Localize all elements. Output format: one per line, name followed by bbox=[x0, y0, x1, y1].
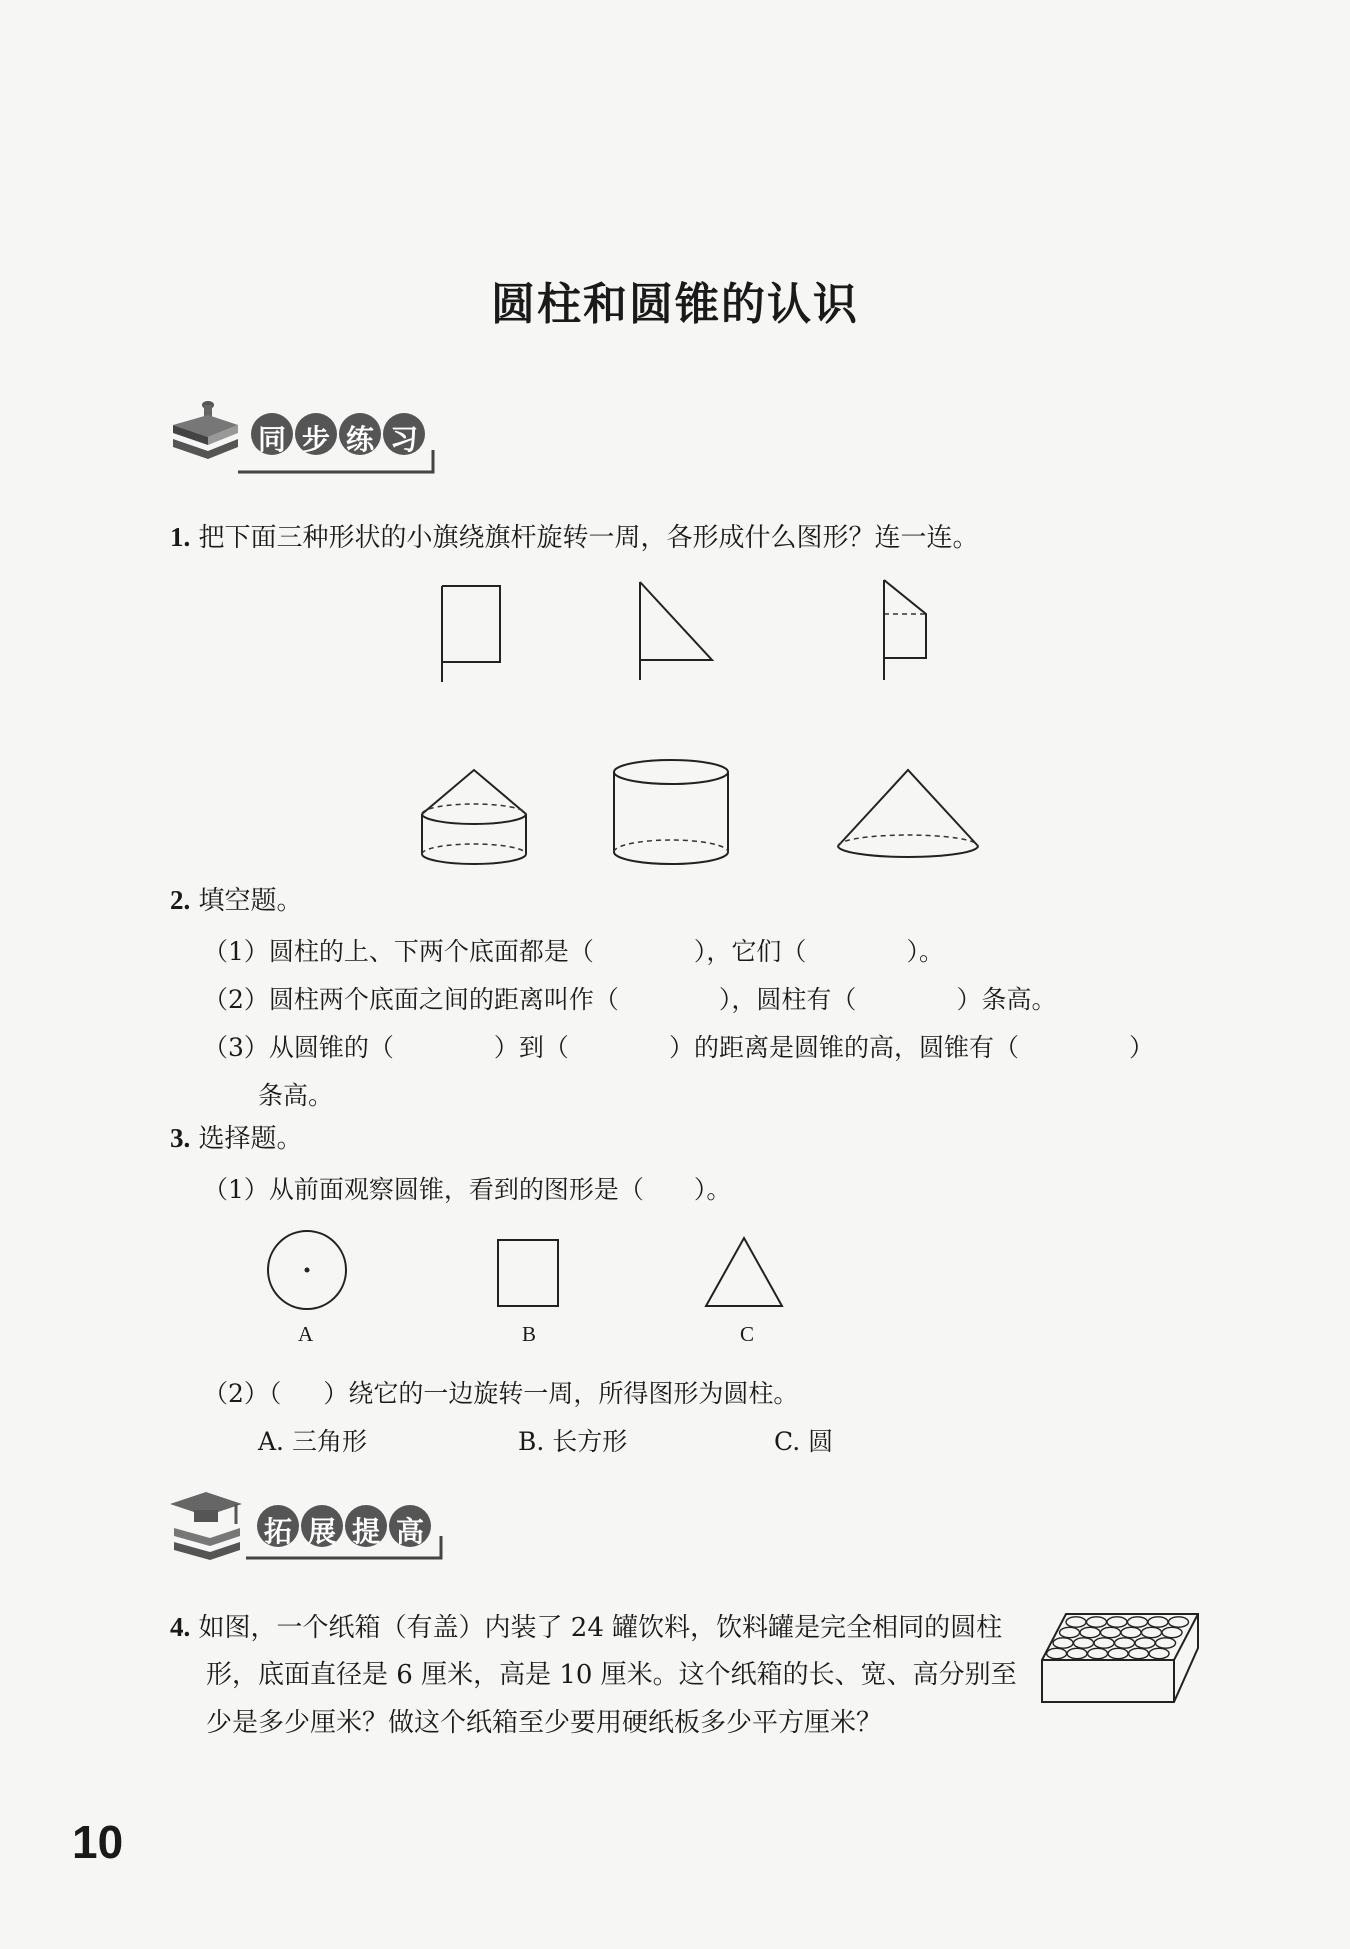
fill-blank-3-continued: 条高。 bbox=[258, 1081, 334, 1110]
question-2 bbox=[170, 885, 303, 916]
question-text-line: 如图，一个纸箱（有盖）内装了 24 罐饮料，饮料罐是完全相同的圆柱 bbox=[198, 1613, 1003, 1643]
item-text: ），它们（ bbox=[693, 937, 807, 966]
page-number: 10 bbox=[72, 1816, 124, 1868]
can-top bbox=[1060, 1627, 1080, 1637]
item-label: （1） bbox=[203, 1175, 269, 1204]
can-top bbox=[1135, 1638, 1155, 1648]
item-text: 从前面观察圆锥，看到的图形是（ bbox=[268, 1175, 644, 1204]
banner-char: 步 bbox=[301, 423, 330, 456]
can-top bbox=[1094, 1638, 1114, 1648]
flag-rectangle-figure bbox=[430, 580, 510, 690]
item-text: （ bbox=[268, 1379, 282, 1408]
question-text-line: 少是多少厘米？做这个纸箱至少要用硬纸板多少平方厘米？ bbox=[206, 1708, 883, 1738]
triangle-figure bbox=[700, 1234, 790, 1314]
can-top bbox=[1115, 1638, 1135, 1648]
square-figure bbox=[492, 1236, 572, 1316]
can-top bbox=[1107, 1617, 1127, 1627]
question-3 bbox=[170, 1123, 303, 1154]
can-top bbox=[1067, 1648, 1087, 1658]
item-text: 圆柱两个底面之间的距离叫作（ bbox=[268, 985, 619, 1014]
question-text-line: 形，底面直径是 6 厘米，高是 10 厘米。这个纸箱的长、宽、高分别至 bbox=[206, 1660, 1017, 1690]
option-c[interactable]: C. 圆 bbox=[774, 1427, 834, 1456]
can-top bbox=[1169, 1617, 1189, 1627]
can-top bbox=[1047, 1648, 1067, 1658]
item-text: ）到（ bbox=[493, 1033, 569, 1062]
can-top bbox=[1148, 1617, 1168, 1627]
item-text: ）的距离是圆锥的高，圆锥有（ bbox=[668, 1033, 1019, 1062]
can-tops bbox=[1047, 1617, 1189, 1659]
graduation-cap-icon bbox=[166, 1486, 246, 1566]
banner-char: 展 bbox=[307, 1515, 336, 1548]
cone-solid bbox=[832, 766, 992, 876]
item-text: ）条高。 bbox=[956, 985, 1057, 1014]
circle-with-center-figure bbox=[262, 1230, 352, 1320]
can-top bbox=[1142, 1627, 1162, 1637]
can-top bbox=[1087, 1617, 1107, 1627]
choice-question-1 bbox=[203, 1170, 731, 1206]
item-label: （2） bbox=[203, 985, 269, 1014]
book-stack-icon bbox=[168, 395, 238, 465]
question-number: 4. bbox=[170, 1612, 191, 1642]
banner-char: 习 bbox=[389, 423, 418, 456]
item-label: （3） bbox=[203, 1033, 269, 1062]
can-top bbox=[1080, 1627, 1100, 1637]
question-4 bbox=[170, 1612, 1002, 1643]
can-top bbox=[1074, 1638, 1094, 1648]
can-top bbox=[1162, 1627, 1182, 1637]
item-text: 圆柱的上、下两个底面都是（ bbox=[268, 937, 594, 966]
question-number: 2. bbox=[170, 885, 191, 915]
can-top bbox=[1108, 1648, 1128, 1658]
fill-blank-3 bbox=[203, 1028, 1154, 1064]
page-title: 圆柱和圆锥的认识 bbox=[491, 279, 859, 330]
choice-label-c: C bbox=[740, 1322, 755, 1346]
can-top bbox=[1121, 1627, 1141, 1637]
banner-char: 提 bbox=[351, 1515, 380, 1548]
fill-blank-2 bbox=[203, 980, 1056, 1016]
banner-char: 练 bbox=[345, 423, 374, 456]
banner-char: 同 bbox=[257, 423, 286, 456]
option-b[interactable]: B. 长方形 bbox=[518, 1427, 628, 1456]
item-text: ）绕它的一边旋转一周，所得图形为圆柱。 bbox=[323, 1379, 799, 1408]
choice-label-a: A bbox=[298, 1322, 314, 1346]
can-top bbox=[1128, 1617, 1148, 1627]
question-number: 3. bbox=[170, 1123, 191, 1153]
option-a[interactable]: A. 三角形 bbox=[258, 1427, 367, 1456]
item-label: （1） bbox=[203, 937, 269, 966]
item-text: ） bbox=[1128, 1033, 1154, 1062]
can-top bbox=[1129, 1648, 1149, 1658]
question-text: 把下面三种形状的小旗绕旗杆旋转一周，各形成什么图形？连一连。 bbox=[198, 523, 979, 553]
flag-trapezoid-figure bbox=[878, 576, 958, 686]
item-text: ）。 bbox=[693, 1175, 732, 1204]
can-top bbox=[1088, 1648, 1108, 1658]
cone-on-cylinder-solid bbox=[412, 768, 552, 878]
item-text: ）。 bbox=[906, 937, 944, 966]
item-text: ），圆柱有（ bbox=[718, 985, 857, 1014]
item-label: （2） bbox=[203, 1379, 269, 1408]
can-top bbox=[1066, 1617, 1086, 1627]
can-top bbox=[1156, 1638, 1176, 1648]
question-text: 选择题。 bbox=[198, 1124, 303, 1154]
banner-char: 高 bbox=[395, 1515, 424, 1548]
can-top bbox=[1149, 1648, 1169, 1658]
fill-blank-1 bbox=[203, 932, 944, 968]
question-number: 1. bbox=[170, 522, 191, 552]
choice-question-2 bbox=[203, 1374, 798, 1410]
question-text: 填空题。 bbox=[198, 886, 303, 916]
cylinder-solid bbox=[608, 756, 748, 866]
banner-char: 拓 bbox=[263, 1515, 292, 1548]
choice-label-b: B bbox=[522, 1322, 537, 1346]
can-top bbox=[1053, 1638, 1073, 1648]
can-top bbox=[1101, 1627, 1121, 1637]
item-text: 从圆锥的（ bbox=[268, 1033, 394, 1062]
carton-of-cans-figure bbox=[1036, 1606, 1206, 1726]
question-1 bbox=[170, 522, 979, 553]
flag-right-triangle-figure bbox=[630, 578, 730, 688]
